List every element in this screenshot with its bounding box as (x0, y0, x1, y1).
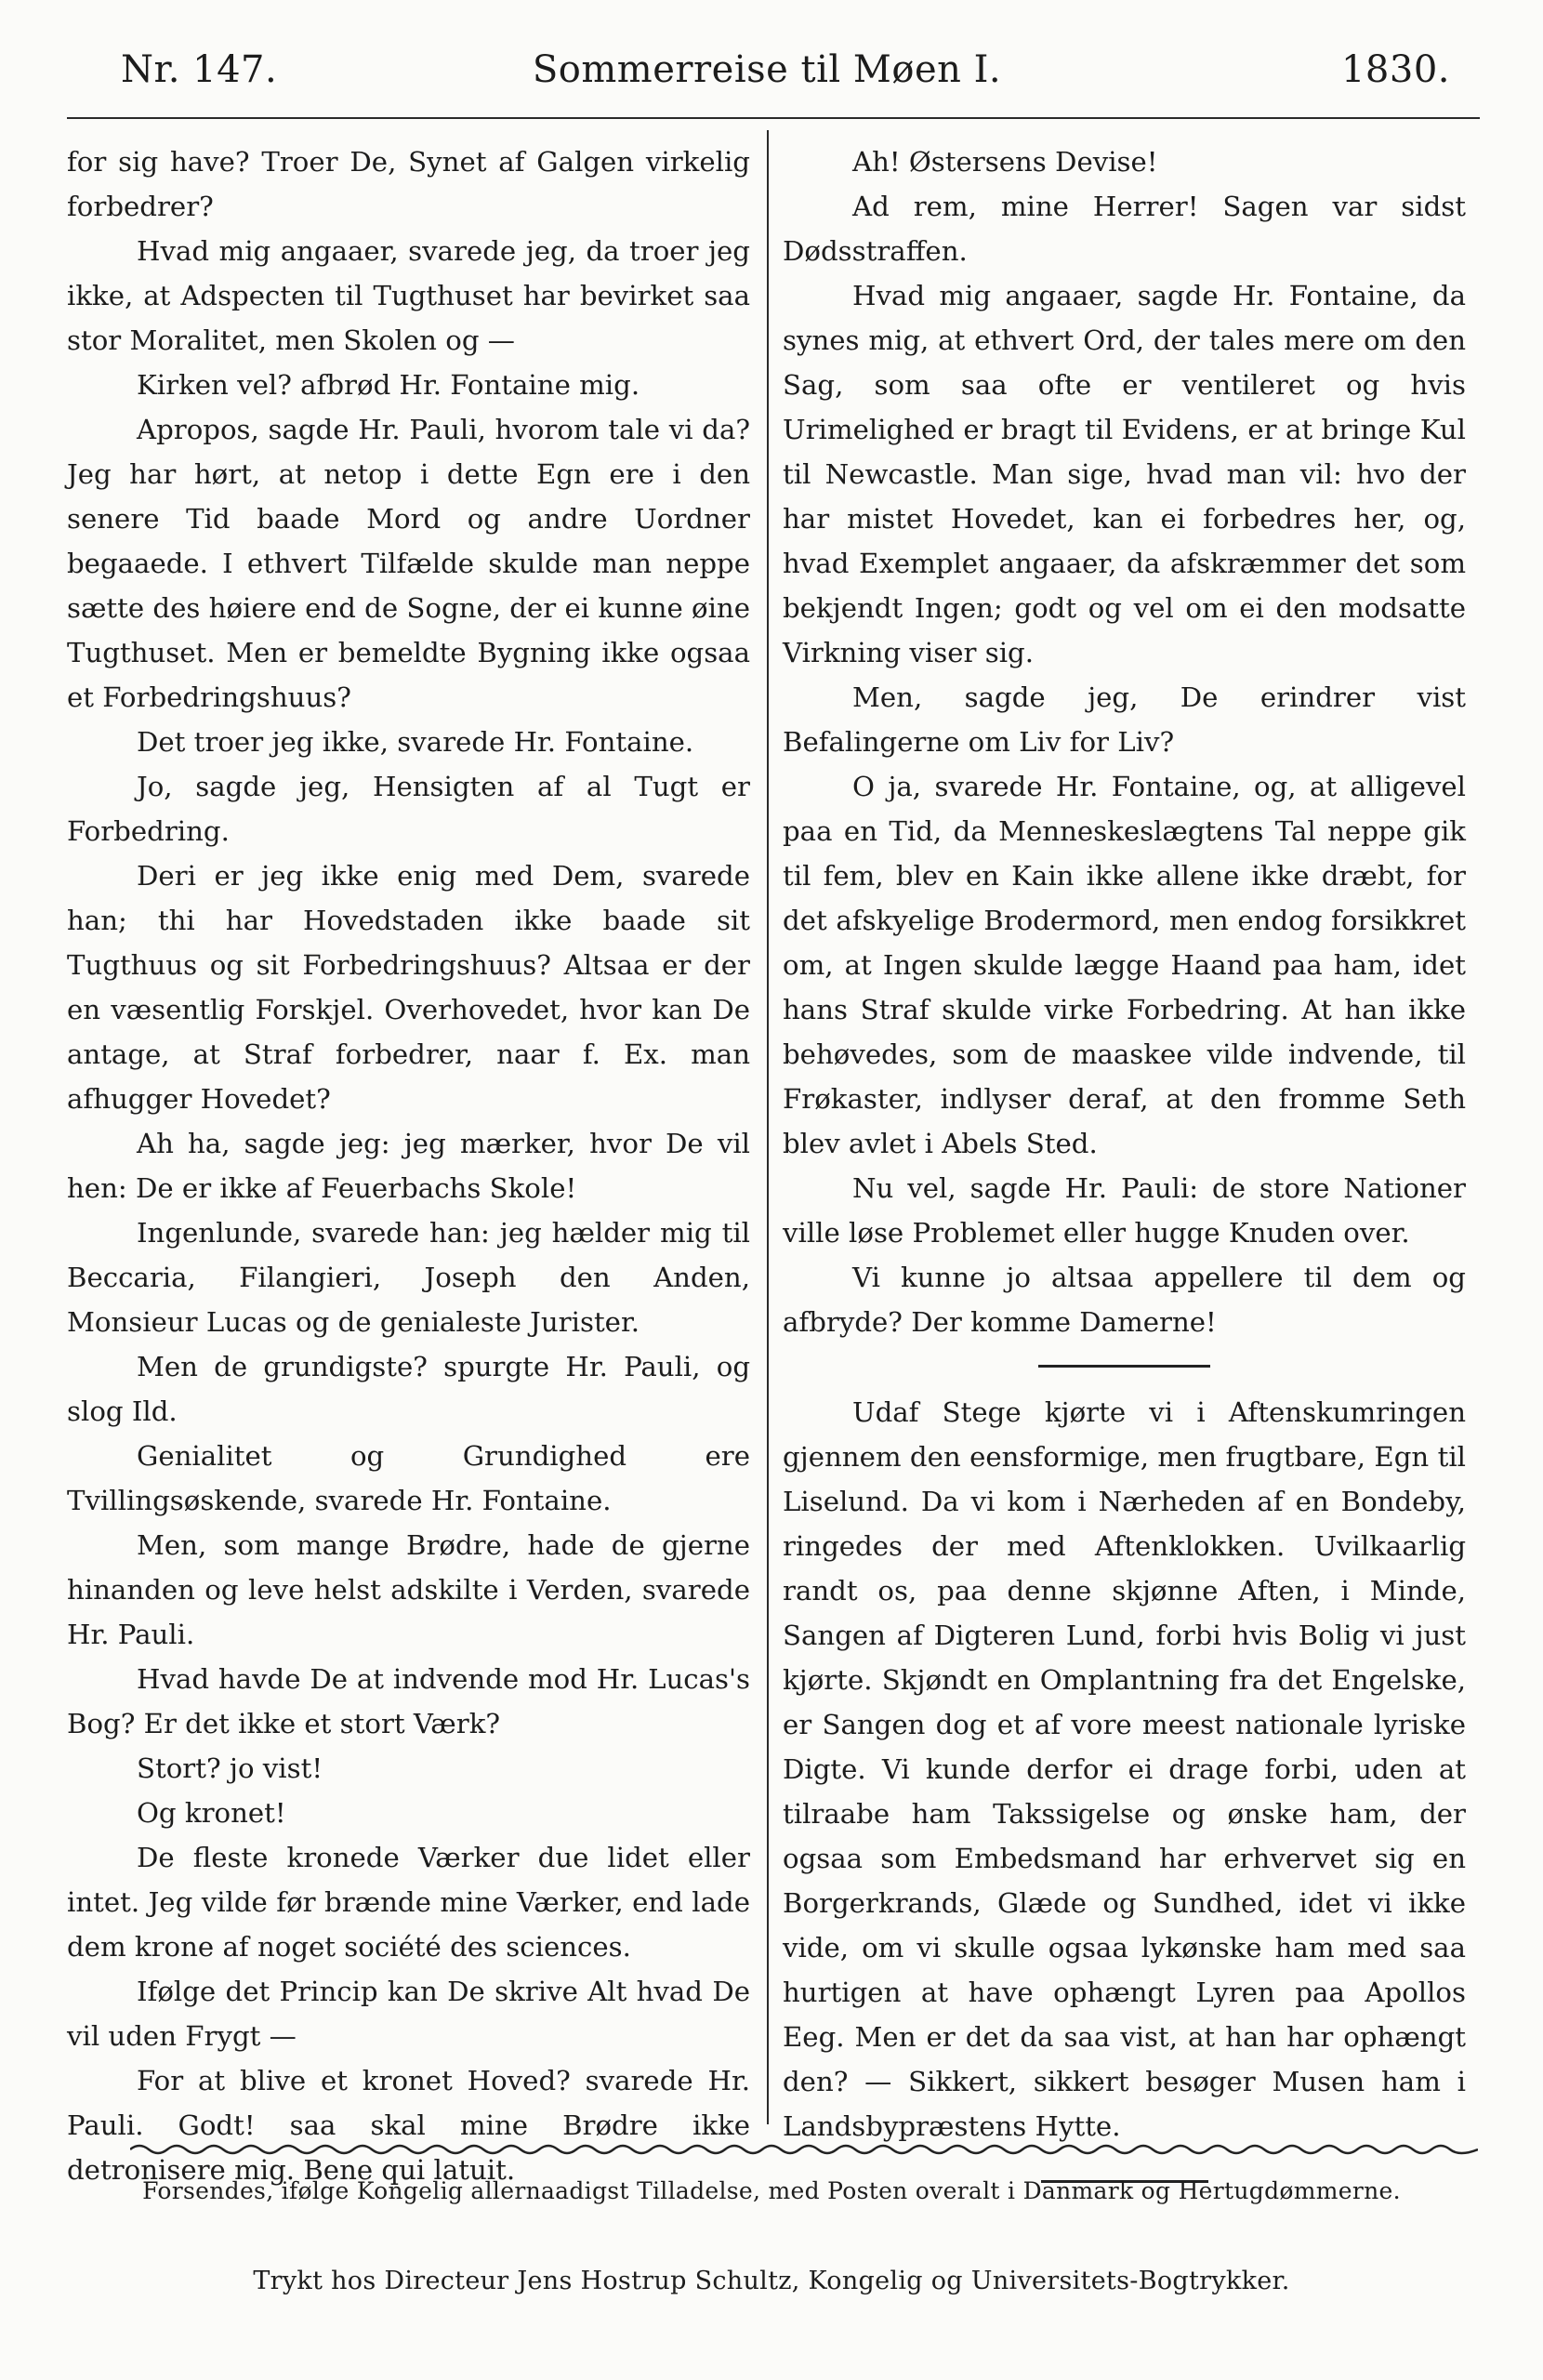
paragraph: Hvad havde De at indvende mod Hr. Lucas's Bog? Er det ikke et stort Værk? (67, 1663, 750, 1739)
distribution-notice: Forsendes, ifølge Kongelig allernaadigst Tilladelse, med Posten overalt i Danmark og Hertugdømmerne. (142, 2177, 1401, 2204)
issue-number: Nr. 147. (121, 48, 278, 91)
header-rule (67, 117, 1480, 119)
paragraph: Kirken vel? afbrød Hr. Fontaine mig. (137, 369, 640, 401)
newspaper-page (56, 0, 1487, 2380)
section-divider (1038, 1365, 1210, 1368)
narrative-paragraph: Udaf Stege kjørte vi i Aftenskumringen gjennem den eensformige, men frugtbare, Egn til Liselund. Da vi kom i Nærheden af en Bondeby, ringedes der med Aftenklokken. Uvilkaarlig randt os, paa denne skjønne Aften, i Minde, Sangen af Digteren Lund, forbi hvis Bolig vi just kjørte. Skjøndt en Omplantning fra det Engelske, er Sangen dog et af vore meest nationale lyriske Digte. Vi kunde derfor ei drage forbi, uden at tilraabe ham Takssigelse og ønske ham, der ogsaa som Embedsmand har erhvervet sig en Borgerkrands, Glæde og Sundhed, idet vi ikke vide, om vi skulle ogsaa lykønske ham med saa hurtigen at have ophængt Lyren paa Apollos Eeg. Men er det da saa vist, at han har ophængt den? — Sikkert, sikkert besøger Musen ham i Landsbypræstens Hytte. (783, 1396, 1466, 2142)
paragraph: Jo, sagde jeg, Hensigten af al Tugt er Forbedring. (67, 771, 750, 847)
paragraph: Ah! Østersens Devise! (852, 146, 1158, 178)
paragraph: For at blive et kronet Hoved? svarede Hr. Pauli. Godt! saa skal mine Brødre ikke detronisere mig. Bene qui latuit. (67, 2065, 750, 2186)
paragraph: Hvad mig angaaer, svarede jeg, da troer jeg ikke, at Adspecten til Tugthuset har bevirket saa stor Moralitet, men Skolen og — (67, 235, 750, 356)
paragraph: O ja, svarede Hr. Fontaine, og, at alligevel paa en Tid, da Menneskeslægtens Tal neppe gik til fem, blev en Kain ikke allene ikke dræbt, for det afskyelige Brodermord, men endog forsikkret om, at Ingen skulde lægge Haand paa ham, idet hans Straf skulde virke Forbedring. At han ikke behøvedes, som de maaskee vilde indvende, til Frøkaster, indlyser deraf, at den fromme Seth blev avlet i Abels Sted. (783, 771, 1466, 1159)
paragraph: for sig have? Troer De, Synet af Galgen virkelig forbedrer? (67, 146, 750, 222)
left-column (67, 139, 750, 2192)
paragraph: Deri er jeg ikke enig med Dem, svarede han; thi har Hovedstaden ikke baade sit Tugthuus og sit Forbedringshuus? Altsaa er der en væsentlig Forskjel. Overhovedet, hvor kan De antage, at Straf forbedrer, naar f. Ex. man afhugger Hovedet? (67, 860, 750, 1115)
paragraph: Det troer jeg ikke, svarede Hr. Fontaine. (137, 726, 694, 758)
paragraph: De fleste kronede Værker due lidet eller intet. Jeg vilde før brænde mine Værker, end lade dem krone af noget société des sciences. (67, 1842, 750, 1963)
paragraph: Men, som mange Brødre, hade de gjerne hinanden og leve helst adskilte i Verden, svarede Hr. Pauli. (67, 1529, 750, 1650)
paragraph: Apropos, sagde Hr. Pauli, hvorom tale vi da? Jeg har hørt, at netop i dette Egn ere i den senere Tid baade Mord og andre Uordner begaaede. I ethvert Tilfælde skulde man neppe sætte des høiere end de Sogne, der ei kunne øine Tugthuset. Men er bemeldte Bygning ikke ogsaa et Forbedringshuus? (67, 414, 750, 713)
paragraph: Hvad mig angaaer, sagde Hr. Fontaine, da synes mig, at ethvert Ord, der tales mere om den Sag, som saa ofte er ventileret og hvis Urimelighed er bragt til Evidens, er at bringe Kul til Newcastle. Man sige, hvad man vil: hvo der har mistet Hovedet, kan ei forbedres her, og, hvad Exemplet angaaer, da afskræmmer det som bekjendt Ingen; godt og vel om ei den modsatte Virkning viser sig. (783, 280, 1466, 668)
issue-year: 1830. (1340, 48, 1450, 91)
paragraph: Men, sagde jeg, De erindrer vist Befalingerne om Liv for Liv? (783, 681, 1466, 758)
paragraph: Ad rem, mine Herrer! Sagen var sidst Dødsstraffen. (783, 191, 1466, 267)
paragraph: Nu vel, sagde Hr. Pauli: de store Nationer ville løse Problemet eller hugge Knuden over. (783, 1172, 1466, 1249)
paragraph: Ingenlunde, svarede han: jeg hælder mig til Beccaria, Filangieri, Joseph den Anden, Monsieur Lucas og de genialeste Jurister. (67, 1217, 750, 1338)
paragraph: Vi kunne jo altsaa appellere til dem og afbryde? Der komme Damerne! (783, 1262, 1466, 1338)
paragraph: Og kronet! (137, 1797, 286, 1829)
printer-imprint: Trykt hos Directeur Jens Hostrup Schultz, Kongelig og Universitets-Bogtrykker. (253, 2267, 1290, 2295)
paragraph: Men de grundigste? spurgte Hr. Pauli, og slog Ild. (67, 1351, 750, 1427)
page-title: Sommerreise til Møen I. (532, 48, 1002, 91)
paragraph: Genialitet og Grundighed ere Tvillingsøskende, svarede Hr. Fontaine. (67, 1440, 750, 1516)
paragraph: Ifølge det Princip kan De skrive Alt hvad De vil uden Frygt — (67, 1976, 750, 2052)
paragraph: Stort? jo vist! (137, 1752, 323, 1784)
column-divider (767, 130, 769, 2124)
page-header (84, 48, 1450, 104)
wavy-footer-rule (130, 2138, 1478, 2161)
right-column (783, 139, 1466, 2183)
paragraph: Ah ha, sagde jeg: jeg mærker, hvor De vil hen: De er ikke af Feuerbachs Skole! (67, 1128, 750, 1204)
